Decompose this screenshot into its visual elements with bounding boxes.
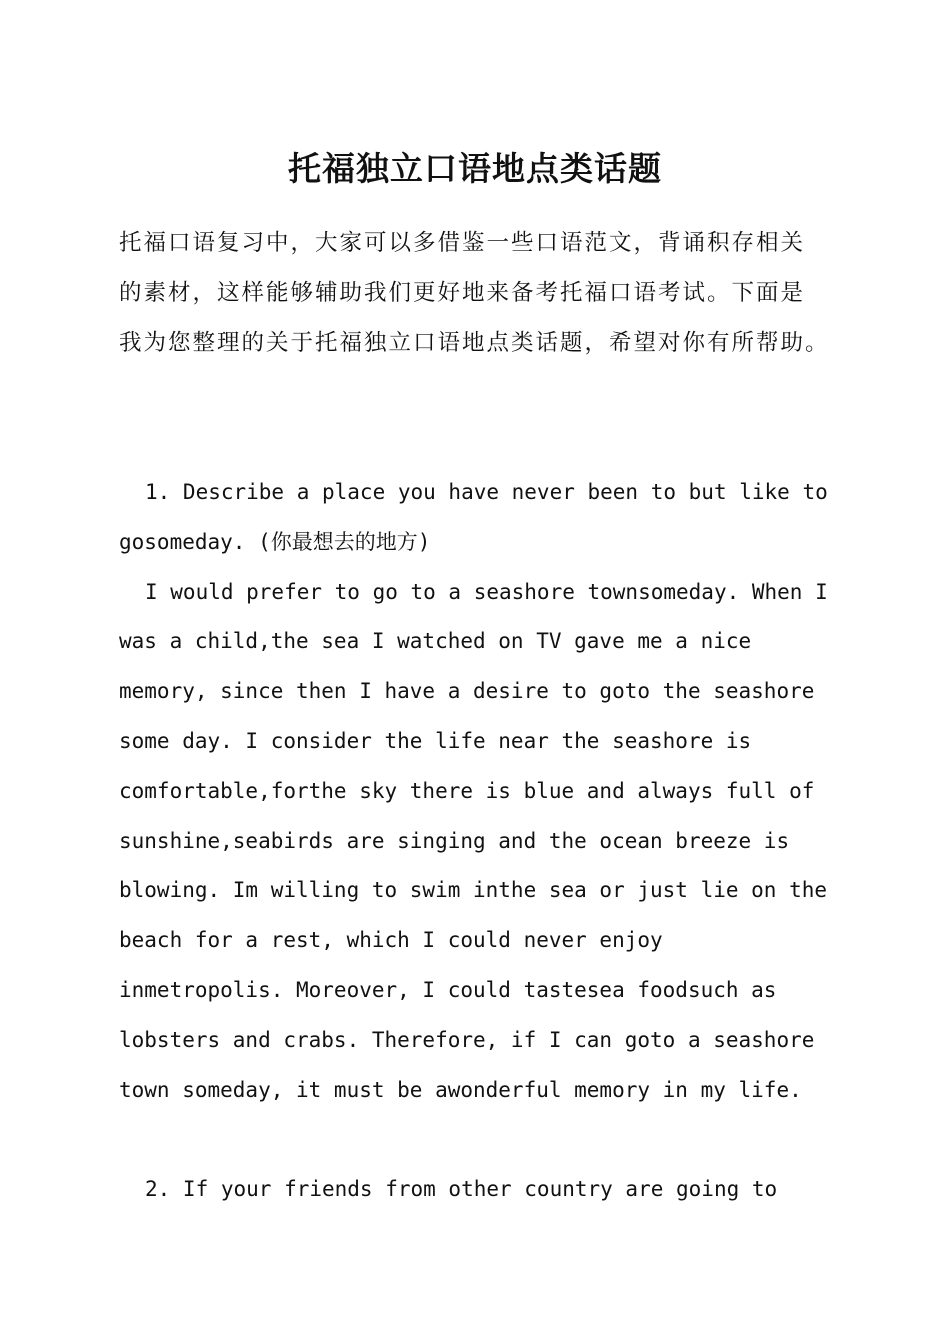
answer-1-line: blowing. Im willing to swim inthe sea or just lie on the [119,878,828,903]
answer-1-line: inmetropolis. Moreover, I could tastesea foodsuch as [119,977,777,1002]
intro-line: 托福口语复习中，大家可以多借鉴一些口语范文，背诵积存相关 [119,230,806,256]
answer-1-line: sunshine,seabirds are singing and the ocean breeze is [119,828,790,853]
question-1-line: 1. Describe a place you have never been to but like to [145,480,828,504]
answer-1-line: comfortable,forthe sky there is blue and always full of [119,778,815,803]
question-1-line: gosomeday. (你最想去的地方) [119,529,431,554]
answer-1-line: town someday, it must be awonderful memory in my life. [119,1077,802,1102]
answer-1-line: memory, since then I have a desire to goto the seashore [119,679,815,704]
intro-paragraph [119,218,839,368]
question-1-section [119,468,839,1115]
intro-line: 我为您整理的关于托福独立口语地点类话题，希望对你有所帮助。 [119,330,830,356]
answer-1-line: was a child,the sea I watched on TV gave me a nice [119,629,752,654]
intro-line: 的素材，这样能够辅助我们更好地来备考托福口语考试。下面是 [119,280,806,306]
page-title: 托福独立口语地点类话题 [288,149,662,188]
question-2-section [119,1165,839,1215]
question-2-line: 2. If your friends from other country are going to [145,1177,778,1201]
answer-1-line: I would prefer to go to a seashore townsomeday. When I [145,579,828,604]
answer-1-line: beach for a rest, which I could never enjoy [119,928,663,953]
answer-1-line: lobsters and crabs. Therefore, if I can goto a seashore [119,1027,815,1052]
answer-1-line: some day. I consider the life near the seashore is [119,728,752,753]
